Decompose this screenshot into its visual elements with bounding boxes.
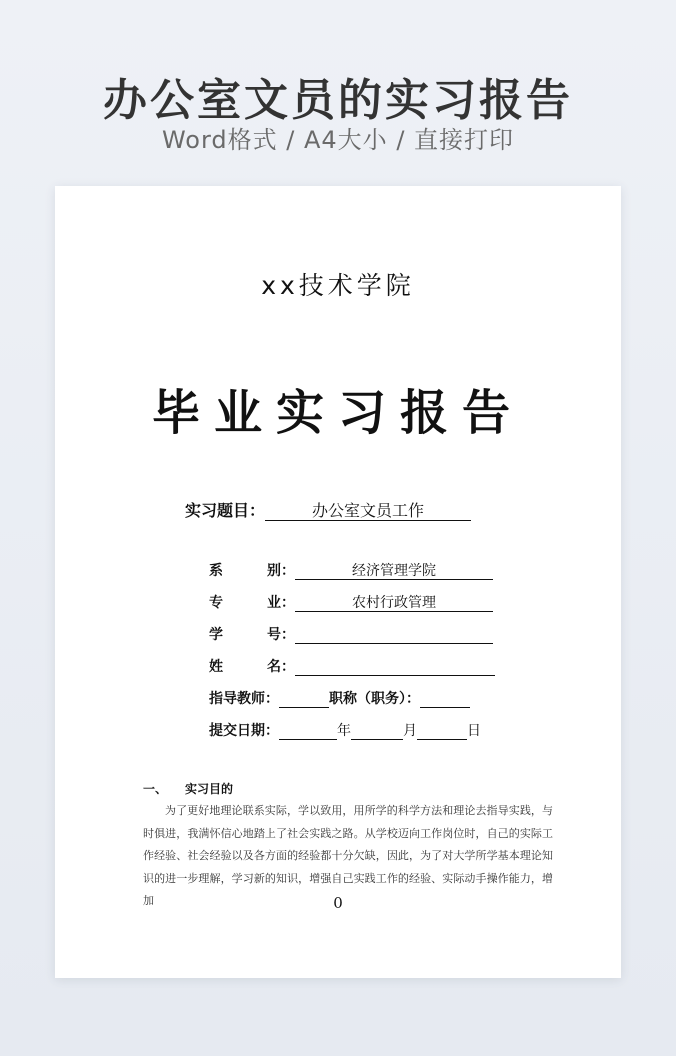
day-label: 日 (467, 723, 481, 739)
topic-row (185, 498, 471, 521)
topic-label: 实习题目： (185, 501, 266, 520)
field-name: 姓 名 ： (209, 656, 495, 676)
school-name: xx技术学院 (261, 271, 415, 300)
month-label: 月 (403, 723, 417, 739)
field-value (295, 658, 495, 676)
field-label: 姓 名 (209, 659, 281, 675)
body-paragraph: 为了更好地理论联系实际，学以致用，用所学的科学方法和理论去指导实践，与时俱进，我满怀信心地踏上了社会实践之路。从学校迈向工作岗位时，自己的实际工作经验、社会经验以及各方面的经验都十分欠缺，因此，为了对大学所学基本理论知识的进一步理解，学习新的知识，增强自己实践工作的经验、实际动手操作能力，增加 (143, 804, 553, 907)
month-blank (351, 722, 403, 740)
advisor-title-label: 职称（职务）： (329, 691, 420, 707)
year-blank (279, 722, 337, 740)
advisor-title-blank (420, 690, 470, 708)
document-page (55, 186, 621, 978)
field-label: 学 号 (209, 627, 281, 643)
advisor-label: 指导教师： (209, 691, 279, 707)
field-value: 农村行政管理 (295, 594, 493, 612)
field-label: 系 别 (209, 563, 281, 579)
section-heading (143, 780, 233, 797)
report-title: 毕业实习报告 (151, 385, 524, 441)
field-department: 系 别 ： 经济管理学院 (209, 560, 493, 580)
page-number: 0 (333, 894, 343, 912)
field-submit-date (209, 720, 481, 740)
field-student-id: 学 号 ： (209, 624, 493, 644)
field-label: 专 业 (209, 595, 281, 611)
field-value: 经济管理学院 (295, 562, 493, 580)
advisor-blank (279, 690, 329, 708)
topic-value: 办公室文员工作 (265, 501, 471, 521)
date-label: 提交日期： (209, 723, 279, 739)
field-advisor (209, 688, 470, 708)
banner-subtitle: Word格式 / A4大小 / 直接打印 (161, 126, 515, 154)
year-label: 年 (337, 723, 351, 739)
banner-title: 办公室文员的实习报告 (103, 75, 573, 126)
section-title: 实习目的 (185, 782, 234, 796)
field-value (295, 626, 493, 644)
day-blank (417, 722, 467, 740)
section-number: 一、 (143, 782, 168, 796)
field-major: 专 业 ： 农村行政管理 (209, 592, 493, 612)
